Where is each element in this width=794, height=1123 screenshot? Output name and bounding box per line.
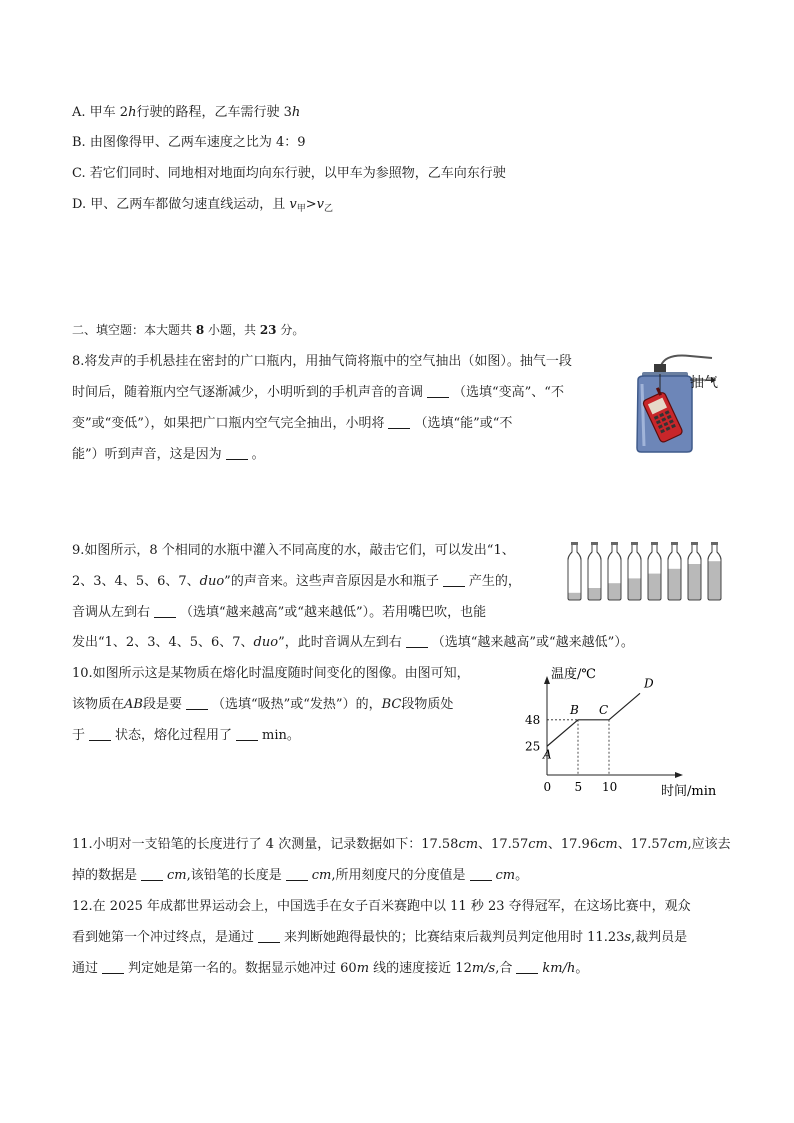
- unit-cm: cm: [458, 837, 479, 852]
- x-axis-arrow-icon: [675, 772, 683, 778]
- bottle-icon: [628, 542, 641, 600]
- water-level: [628, 578, 641, 600]
- q8-line-4: [72, 445, 265, 465]
- bottle-icon: [568, 542, 581, 600]
- q11-line-2: [72, 866, 528, 886]
- water-level: [608, 583, 621, 600]
- answer-blank[interactable]: [286, 866, 308, 881]
- q10-line-2: [72, 695, 453, 715]
- q10-text: 状态，熔化过程用了: [115, 728, 233, 743]
- q11-text: ,所用刻度尺的分度值是: [331, 868, 466, 883]
- q10-text: 段是要: [142, 697, 182, 712]
- q12-line-3: [72, 959, 588, 979]
- unit-m-per-s: m/s: [471, 961, 496, 976]
- q12-text: 看到她第一个冲过终点，是通过: [72, 930, 255, 945]
- answer-blank[interactable]: [236, 726, 258, 741]
- q9-text: ”，此时音调从左到右: [278, 635, 402, 650]
- jar-phone-figure: [632, 350, 722, 455]
- unit-h: h: [291, 105, 301, 120]
- answer-blank[interactable]: [89, 726, 111, 741]
- x-tick-label: 5: [574, 780, 583, 794]
- q11-text: 掉的数据是: [72, 868, 138, 883]
- q8-text: （选填“变高”、“不: [453, 385, 564, 400]
- unit-cm: cm: [667, 837, 688, 852]
- unit-km-per-h: km/h: [542, 961, 576, 976]
- option-a-text: A. 甲车 2: [72, 105, 129, 120]
- jar-highlight: [642, 384, 644, 446]
- x-tick-label: 10: [602, 780, 618, 794]
- q10-text: 段物质处: [401, 697, 454, 712]
- option-d-text: D. 甲、乙两车都做匀速直线运动，且: [72, 197, 290, 212]
- q9-text: 音调从左到右: [72, 605, 151, 620]
- q12-text: ,合: [495, 961, 513, 976]
- section-heading-text: 二、填空题：本大题共: [72, 323, 196, 337]
- option-d: [72, 195, 333, 219]
- bottle-icon: [708, 542, 721, 600]
- water-level: [688, 564, 701, 600]
- total-score: 23: [259, 323, 277, 337]
- water-level: [668, 569, 681, 600]
- q11-text: 、17.57: [617, 837, 668, 852]
- q12-text: 判定她是第一名的。数据显示她冲过 60: [128, 961, 357, 976]
- q9-text: 产生的，: [468, 574, 521, 589]
- option-a: [72, 103, 300, 123]
- option-a-text-2: 行驶的路程，乙车需行驶 3: [136, 105, 292, 120]
- section-heading: [72, 320, 304, 340]
- q8-text: 。: [251, 447, 265, 462]
- q8-text: 时间后，随着瓶内空气逐渐减少，小明听到的手机声音的音调: [72, 385, 424, 400]
- bottle-icon: [648, 542, 661, 600]
- q12-text: 。: [575, 961, 589, 976]
- answer-blank[interactable]: [406, 633, 428, 648]
- water-bottles-figure: [564, 540, 724, 602]
- answer-blank[interactable]: [141, 866, 163, 881]
- q10-line-3: [72, 726, 300, 746]
- q8-text: 能”）听到声音，这是因为: [72, 447, 222, 462]
- answer-blank[interactable]: [102, 959, 124, 974]
- q10-text: min。: [262, 728, 300, 743]
- y-tick-label: 25: [525, 739, 541, 754]
- answer-blank[interactable]: [226, 445, 248, 460]
- q11-text: 、17.96: [547, 837, 599, 852]
- bottle-icon: [668, 542, 681, 600]
- x-tick-label: 0: [543, 780, 552, 794]
- q10-line-1: 10.如图所示这是某物质在熔化时温度随时间变化的图像。由图可知，: [72, 666, 470, 681]
- y-tick-label: 48: [525, 712, 541, 727]
- point-label-a: A: [543, 747, 552, 762]
- q9-text: 2、3、4、5、6、7、: [72, 574, 200, 589]
- unit-cm: cm: [311, 868, 332, 883]
- unit-cm: cm: [528, 837, 548, 852]
- answer-blank[interactable]: [516, 959, 538, 974]
- unit-m: m: [356, 961, 370, 976]
- water-level: [568, 593, 581, 600]
- q9-line-3: [72, 603, 486, 623]
- q12-line-2: [72, 928, 687, 948]
- unit-h: h: [128, 105, 137, 120]
- segment-bc: BC: [381, 697, 402, 712]
- q8-line-3: [72, 414, 512, 434]
- q8-line-2: [72, 383, 564, 403]
- q9-line-4: [72, 633, 634, 653]
- x-axis-label: 时间/min: [661, 784, 717, 799]
- greater-than: >: [305, 197, 317, 212]
- melting-chart: [515, 660, 730, 800]
- point-label-b: B: [570, 702, 579, 717]
- unit-cm: cm: [598, 837, 618, 852]
- pump-label: 抽气: [690, 375, 718, 391]
- q12-text: 来判断她跑得最快的；比赛结束后裁判员判定他用时 11.23: [284, 930, 625, 945]
- q11-text: ,应该去: [687, 837, 731, 852]
- velocity-symbol: v: [316, 197, 324, 212]
- section-heading-text-3: 分。: [276, 323, 305, 337]
- q12-text: ,裁判员是: [631, 930, 688, 945]
- answer-blank[interactable]: [154, 603, 176, 618]
- bottle-icon: [688, 542, 701, 600]
- point-label-c: C: [599, 702, 609, 717]
- option-c: C. 若它们同时、同地相对地面均向东行驶，以甲车为参照物，乙车向东行驶: [72, 166, 506, 181]
- q9-text: 发出“1、2、3、4、5、6、7、: [72, 635, 254, 650]
- q11-text: 。: [515, 868, 529, 883]
- air-tube: [660, 356, 712, 372]
- q10-text: 于: [72, 728, 86, 743]
- velocity-symbol: v: [289, 197, 297, 212]
- q11-text: 11.小明对一支铅笔的长度进行了 4 次测量，记录数据如下：17.58: [72, 837, 459, 852]
- q9-line-2: [72, 572, 521, 592]
- q10-text: （选填“吸热”或“发热”）的，: [211, 697, 382, 712]
- velocity-subscript: 乙: [324, 204, 334, 214]
- water-level: [708, 561, 721, 600]
- bottle-icon: [588, 542, 601, 600]
- q9-duo: duo: [253, 635, 279, 650]
- q8-line-1: 8.将发声的手机悬挂在密封的广口瓶内，用抽气筒将瓶中的空气抽出（如图）。抽气一段: [72, 354, 572, 369]
- option-b: B. 由图像得甲、乙两车速度之比为 4：9: [72, 135, 306, 150]
- y-axis-label: 温度/℃: [551, 667, 596, 682]
- water-level: [588, 588, 601, 600]
- q12-line-1: 12.在 2025 年成都世界运动会上，中国选手在女子百米赛跑中以 11 秒 23 夺得冠军，在这场比赛中，观众: [72, 899, 691, 914]
- q11-line-1: [72, 835, 731, 855]
- answer-blank[interactable]: [443, 572, 465, 587]
- point-label-d: D: [644, 676, 654, 691]
- q9-text: （选填“越来越高”或“越来越低”）。: [431, 635, 634, 650]
- bottle-icon: [608, 542, 621, 600]
- unit-cm: cm: [495, 868, 516, 883]
- answer-blank[interactable]: [388, 414, 410, 429]
- answer-blank[interactable]: [186, 695, 208, 710]
- y-axis-arrow-icon: [544, 676, 550, 684]
- q8-text: 变”或“变低”），如果把广口瓶内空气完全抽出，小明将: [72, 416, 385, 431]
- q10-text: 该物质在: [72, 697, 125, 712]
- question-count: 8: [195, 323, 205, 337]
- answer-blank[interactable]: [470, 866, 492, 881]
- q11-text: ,该铅笔的长度是: [186, 868, 282, 883]
- q9-text: （选填“越来越高”或“越来越低”）。若用嘴巴吹，也能: [180, 605, 487, 620]
- q11-text: 、17.57: [478, 837, 529, 852]
- q12-text: 通过: [72, 961, 99, 976]
- section-heading-text-2: 小题，共: [204, 323, 260, 337]
- unit-s: s: [624, 930, 632, 945]
- velocity-subscript: 甲: [296, 204, 306, 214]
- q9-line-1: 9.如图所示，8 个相同的水瓶中灌入不同高度的水，敲击它们，可以发出“1、: [72, 543, 515, 558]
- answer-blank[interactable]: [427, 383, 449, 398]
- q9-text: ”的声音来。这些声音原因是水和瓶子: [224, 574, 439, 589]
- answer-blank[interactable]: [258, 928, 280, 943]
- q12-text: 线的速度接近 12: [369, 961, 472, 976]
- q8-text: （选填“能”或“不: [414, 416, 513, 431]
- q9-duo: duo: [199, 574, 225, 589]
- unit-cm: cm: [167, 868, 187, 883]
- water-level: [648, 574, 661, 600]
- segment-ab: AB: [124, 697, 143, 712]
